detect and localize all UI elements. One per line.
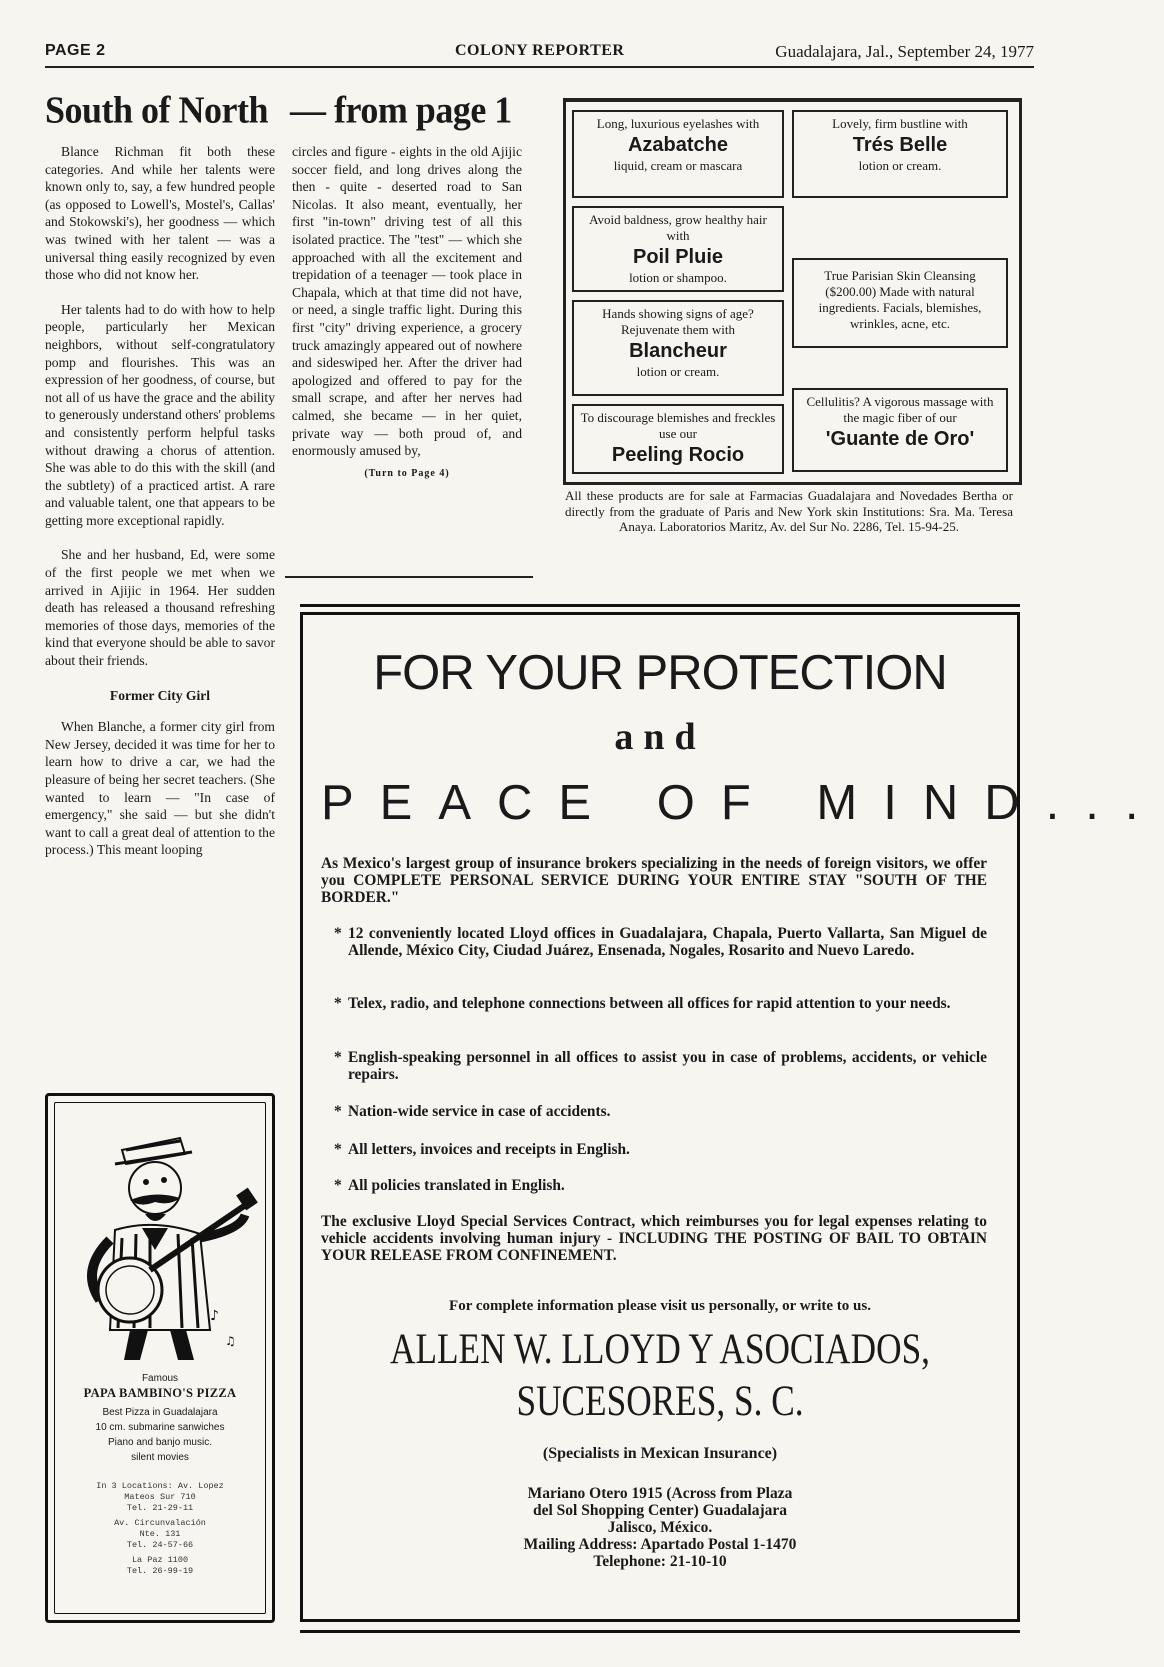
brand-name: Peeling Rocio [611,444,745,466]
location-line: Tel. 26-99-19 [126,1566,194,1576]
ad-title: PEACE OF MIND... [321,776,1164,830]
article-paragraph: circles and figure - eights in the old Ajijic soccer field, and long drives along the then - quite - deserted road to San Nicolas. It also meant, eventually, her first "in-town" driving test of all this isolated practice. The "test" — which she approached with all the excitement and trepidation of a teenager — took place in Chapala, which at that time did not have, or need, a single traffic light. During this first "city" driving experience, a grocery truck amazingly appeared out of nowhere and sideswiped her. After the driver had apologized and offered to pay for the small scrape, and after her nerves had calmed, she became — in her quiet, private way — both proud of, and enormously amused by, [292,144,522,459]
article-subhead: Former City Girl [109,687,211,703]
ad-text: Cellulitis? A vigorous massage with the magic fiber of our [806,394,994,425]
pizza-line: silent movies [131,1452,189,1463]
cosmetics-ad [563,98,1022,485]
bullet-icon: * [334,1103,342,1120]
pizza-location [48,1481,272,1577]
location-line: La Paz 1100 [131,1555,189,1565]
brand-name: Poil Pluie [632,246,724,268]
newspaper-name: COLONY REPORTER [455,42,625,59]
bullet-text: Telex, radio, and telephone connections between all offices for rapid attention to your needs. [348,995,951,1012]
dateline: Guadalajara, Jal., September 24, 1977 [775,42,1034,61]
pizza-ad [45,1093,275,1623]
article-paragraph: When Blanche, a former city girl from New Jersey, decided it was time for her to learn how to drive a car, we had the pleasure of being her secret teachers. (She wanted to learn — "In case of emergency," she said — but she didn't want to call a great deal of attention to the process.) This meant looping [45,719,275,858]
ad-box-skin-cleansing [792,258,1008,348]
ad-rule [300,604,1020,607]
address-line: Mariano Otero 1915 (Across from Plaza [527,1485,793,1502]
ad-bullet [334,1049,987,1083]
column-divider [285,576,533,578]
ad-title: FOR YOUR PROTECTION [373,646,947,700]
ad-specialists: (Specialists in Mexican Insurance) [542,1445,778,1462]
headline-left: South of North [45,89,269,132]
jump-line: (Turn to Page 4) [364,467,450,479]
bullet-text: 12 conveniently located Lloyd offices in Guadalajara, Chapala, Puerto Vallarta, San Miguel de Allende, México City, Ciudad Juárez, Ensenada, Nogales, Rosarito and Nuevo Laredo. [348,925,987,959]
ad-contract: The exclusive Lloyd Special Services Contract, which reimburses you for legal expenses relating to vehicle accidents involving human injury - INCLUDING THE POSTING OF BAIL TO OBTAIN YOUR RELEASE FROM CONFINEMENT. [321,1213,987,1264]
address-line: Telephone: 21-10-10 [593,1553,727,1570]
address-line: del Sol Shopping Center) Guadalajara [532,1502,788,1519]
ad-text: lotion or cream. [636,364,720,379]
ad-box-azabatche [572,110,784,198]
headline-right: — from page 1 [290,89,512,132]
ad-text: Hands showing signs of age? Rejuvenate them with [602,306,754,337]
bullet-icon: * [334,1141,342,1158]
ad-text: lotion or shampoo. [629,270,727,285]
ad-text: Long, luxurious eyelashes with [596,116,760,131]
ad-address [303,1485,1017,1570]
bullet-text: Nation-wide service in case of accidents. [348,1103,611,1120]
bullet-text: All policies translated in English. [348,1177,565,1194]
ad-title: and [614,716,706,758]
ad-text: liquid, cream or mascara [613,158,743,173]
pizza-line: Best Pizza in Guadalajara [102,1407,218,1418]
address-line: Jalisco, México. [607,1519,713,1536]
location-line: Nte. 131 [139,1529,181,1539]
pizza-name: PAPA BAMBINO'S PIZZA [83,1386,237,1400]
banjo-player-illustration [60,1110,260,1370]
company-name: ALLEN W. LLOYD Y ASOCIADOS, [389,1326,930,1373]
bullet-text: All letters, invoices and receipts in English. [348,1141,630,1158]
pizza-line: Piano and banjo music. [108,1437,212,1448]
page-number: PAGE 2 [45,42,106,59]
svg-text:♪: ♪ [210,1308,219,1324]
bullet-icon: * [334,1049,342,1066]
ad-bullet [334,1103,987,1120]
ad-box-guante-de-oro [792,388,1008,472]
ad-box-blancheur [572,300,784,396]
ad-bullet [334,925,987,959]
ad-box-tres-belle [792,110,1008,198]
pizza-famous: Famous [141,1373,179,1384]
bullet-text: English-speaking personnel in all offices to assist you in case of problems, accidents, or vehicle repairs. [348,1049,987,1083]
ad-rule [300,1630,1020,1633]
location-line: Mateos Sur 710 [124,1492,196,1502]
article-column-2 [292,143,522,499]
address-line: Mailing Address: Apartado Postal 1-1470 [523,1536,797,1553]
ad-intro: As Mexico's largest group of insurance brokers specializing in the needs of foreign visitors, we offer you COMPLETE PERSONAL SERVICE DURING YOUR ENTIRE STAY "SOUTH OF THE BORDER." [321,855,987,906]
bullet-icon: * [334,995,342,1012]
ad-box-peeling-rocio [572,404,784,474]
lloyd-insurance-ad [300,612,1164,1622]
article-paragraph: Her talents had to do with how to help people, particularly her Mexican neighbors, without self-congratulatory pomp and flourishes. This was an expression of her goodness, of course, but not all of us have the grace and the ability to generously understand others' problems and consistently perform helpful tasks without drawing a chorus of attention. She was able to do this with the skill (and the subtlety) of a practiced artist. A rare and valuable talent, one that appears to be getting more exceptional rapidly. [45,301,275,528]
ad-text: lotion or cream. [858,158,942,173]
cosmetics-footer: All these products are for sale at Farmacias Guadalajara and Novedades Bertha or directly from the graduate of Paris and New York skin Institutions: Sra. Ma. Teresa Anaya. Laboratorios Maritz, Av. del Sur No. 2286, Tel. 15-94-25. [565,488,1013,535]
ad-box-poil-pluie [572,206,784,292]
bullet-icon: * [334,925,342,942]
ad-info: For complete information please visit us personally, or write to us. [449,1298,871,1314]
location-line: Tel. 24-57-66 [126,1540,194,1550]
ad-text: Lovely, firm bustline with [832,116,968,131]
ad-bullet [334,1177,987,1194]
article-column-1 [45,143,275,876]
location-line: Tel. 21-29-11 [126,1503,194,1513]
ad-bullet [334,995,987,1012]
location-line: In 3 Locations: Av. Lopez [96,1481,224,1491]
article-paragraph: Blance Richman fit both these categories. And while her talents were known only to, say, a few hundred people (as opposed to Lowell's, Mostel's, Callas' and Stokowski's), her goodness — which was twined with her talent — was a universal thing easily recognized by even those who did not know her. [45,144,275,283]
company-name: SUCESORES, S. C. [516,1378,804,1425]
ad-text: Avoid baldness, grow healthy hair with [589,212,767,243]
location-line: Av. Circunvalación [114,1518,206,1528]
svg-text:♫: ♫ [225,1334,236,1348]
pizza-line: 10 cm. submarine sanwiches [95,1422,225,1433]
ad-text: To discourage blemishes and freckles use our [580,410,776,441]
brand-name: Blancheur [629,340,727,362]
ad-text: True Parisian Skin Cleansing ($200.00) Made with natural ingredients. Facials, blemishes, wrinkles, acne, etc. [818,268,982,331]
page-header [45,40,1034,68]
brand-name: Trés Belle [852,134,948,156]
brand-name: Azabatche [627,134,729,156]
article-paragraph: She and her husband, Ed, were some of the first people we met when we arrived in Ajijic in 1964. Her sudden death has released a thousand refreshing memories of those days, memories of the kind that everyone should be able to savor about their friends. [45,547,275,669]
bullet-icon: * [334,1177,342,1194]
ad-bullet [334,1141,987,1158]
brand-name: 'Guante de Oro' [825,428,975,450]
